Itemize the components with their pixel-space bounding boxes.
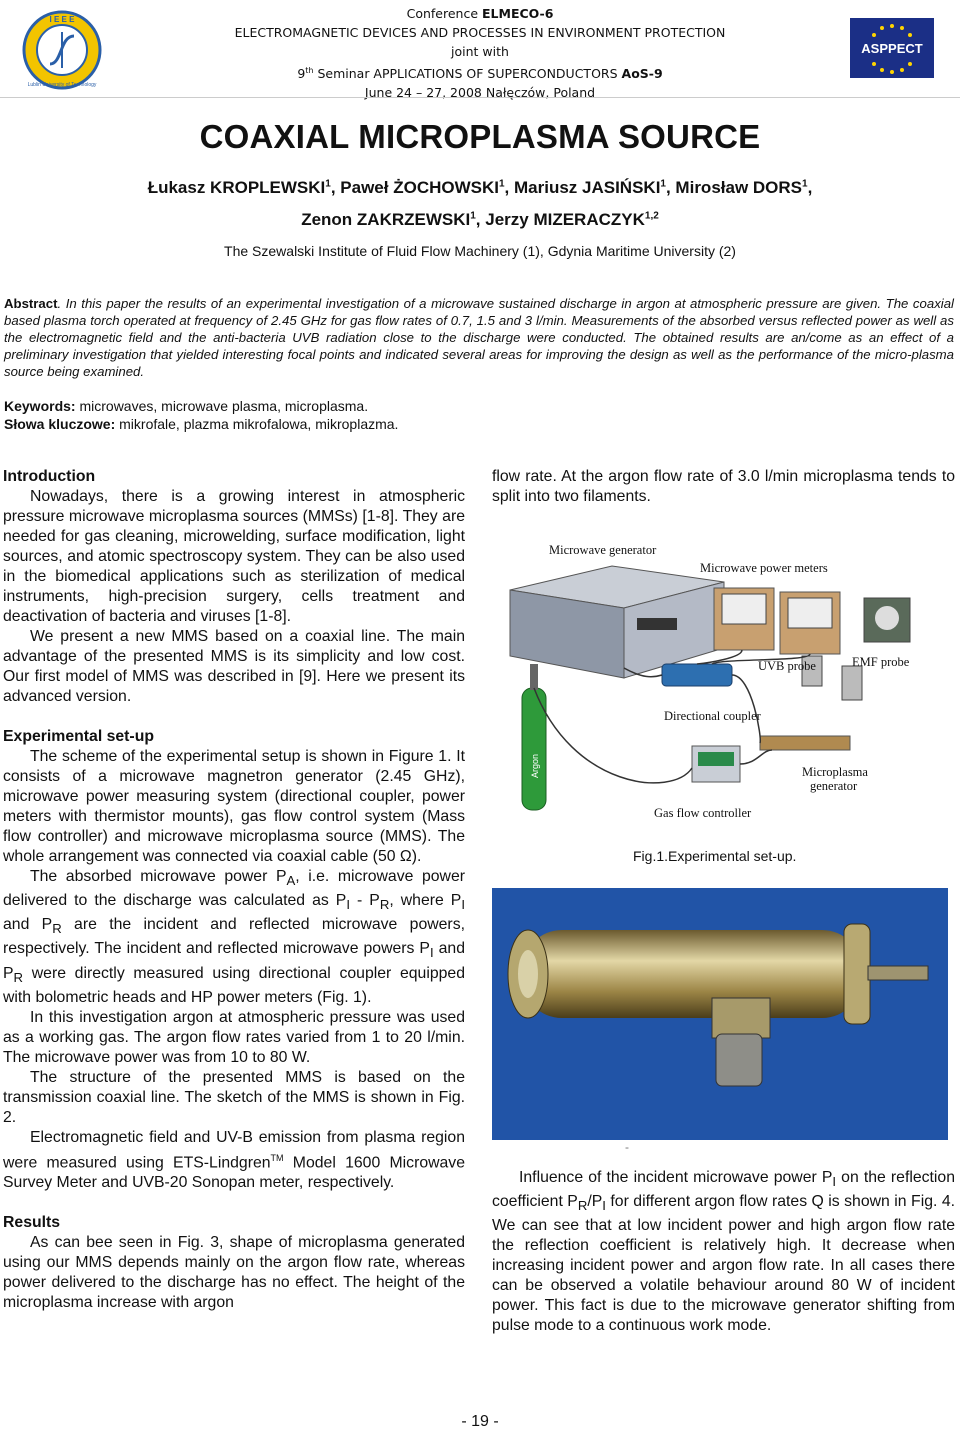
microplasma-source	[760, 736, 850, 750]
exp-p2-sub-i2: I	[461, 897, 465, 913]
generator-display	[637, 618, 677, 630]
experimental-paragraph-5	[3, 1128, 465, 1193]
exp-p2-g: and P	[3, 940, 465, 982]
exp-p2-sub-r1: R	[379, 897, 390, 913]
exp-p2-sub-r2: R	[52, 921, 62, 937]
header-divider	[0, 97, 960, 98]
experimental-paragraph-1: The scheme of the experimental setup is shown in Figure 1. It consists of a microwave magnetron generator (2.45 GHz), microwave power measuring system (directional coupler, power meters with thermistor mounts), gas flow control system (Mass flow controller) and microwave microplasma source (MMS). The whole arrangement was connected via coaxial cable (50 Ω).	[3, 748, 465, 865]
header-line4-b: Seminar APPLICATIONS OF SUPERCONDUCTORS	[313, 66, 622, 82]
ieee-logo-text: I E E E	[49, 15, 75, 24]
author-4-sup: 1	[802, 178, 808, 190]
connector-block	[712, 998, 770, 1038]
introduction-paragraph-2: We present a new MMS based on a coaxial line. The main advantage of the presented MMS is its simplicity and low cost. Our first model of MMS was described in [9]. Here we present its advanced version.	[3, 628, 465, 705]
experimental-paragraph-3: In this investigation argon at atmospheric pressure was used as a working gas. The argon flow rates varied from 1 to 20 l/min. The microwave power was from 10 to 80 W.	[3, 1008, 465, 1066]
argon-cylinder	[522, 664, 546, 810]
influence-sub3: I	[602, 1198, 606, 1214]
ieee-logo-ring-text: Lublin University of Technology	[27, 82, 97, 88]
ieee-logo	[22, 10, 102, 90]
figure-1-setup	[492, 538, 958, 833]
header-line5: June 24 – 27, 2008 Nałęczów, Poland	[364, 85, 596, 101]
exp-p2-f: are the incident and reflected microwave powers, respectively. The incident and reflected microwave powers P	[3, 916, 465, 958]
author-4: , Mirosław DORS	[665, 178, 803, 197]
label-uvb-probe: UVB probe	[758, 659, 816, 673]
label-directional-coupler: Directional coupler	[664, 709, 761, 723]
influence-paragraph	[492, 1168, 955, 1336]
label-microplasma: Microplasma	[802, 765, 868, 779]
exp-p2-sub-r3: R	[13, 969, 24, 985]
header-line4-sup: th	[305, 66, 314, 75]
influence-d: for different argon flow rates Q is shown in Fig. 4. We can see that at low incident power and high argon flow rate the reflection coefficient is relatively high. It decrease when increasing incident power and argon flow rate. In all cases there can be observed a volatile behaviour around 80 W of incident power. This fact is due to the microwave generator shifting from pulse mode to a continuous work mode.	[492, 1193, 956, 1335]
exp-p2-sub-a: A	[286, 873, 296, 889]
directional-coupler-box	[662, 664, 732, 686]
author-4-end: ,	[807, 178, 813, 197]
header-line4-a: 9	[297, 66, 306, 82]
influence-a: Influence of the incident microwave power P	[519, 1169, 833, 1186]
introduction-paragraph-1: Nowadays, there is a growing interest in atmospheric pressure microwave microplasma sources (MMSs) [1-8]. They are needed for gas cleaning, microwelding, surface modification, light sources, and atomic spectroscopy system. They can be also used in the biomedical applications such as sterilization of medical instruments, high-precision surgery, cells treatment and deactivation of bacteria and viruses [1-8].	[3, 488, 465, 625]
n-connector	[716, 1034, 762, 1086]
figure-1-caption: Fig.1.Experimental set-up.	[633, 848, 797, 864]
author-6-sup: 1,2	[644, 210, 659, 222]
abstract-label: Abstract	[4, 296, 58, 311]
keywords-pl-label: Słowa kluczowe:	[4, 416, 116, 432]
experimental-paragraph-4: The structure of the presented MMS is based on the transmission coaxial line. The sketch of the MMS is shown in Fig. 2.	[3, 1068, 465, 1126]
author-1: Łukasz KROPLEWSKI	[147, 178, 326, 197]
flange	[844, 924, 870, 1024]
conference-header	[200, 4, 760, 102]
page-number: - 19 -	[461, 1413, 499, 1430]
exp-p2-b: , i.e. microwave power delivered to the discharge was calculated as P	[3, 868, 465, 910]
exp-p5-a: Electromagnetic field and UV-B emission from plasma region were measured using ETS-Lindgren	[3, 1128, 465, 1172]
header-line3: joint with	[451, 44, 509, 59]
keywords-label: Keywords:	[4, 398, 76, 414]
header-line1: Conference	[406, 6, 482, 21]
header-line4-bold: AoS-9	[621, 66, 663, 82]
experimental-setup-heading: Experimental set-up	[3, 728, 154, 745]
authors-line1	[0, 178, 960, 198]
influence-c: /P	[587, 1193, 603, 1211]
left-column	[3, 467, 465, 1313]
inner-conductor	[868, 966, 928, 980]
abstract	[4, 295, 954, 380]
label-microwave-generator: Microwave generator	[549, 543, 657, 557]
power-meters	[714, 588, 910, 654]
keywords-pl	[4, 416, 398, 432]
introduction-heading: Introduction	[3, 468, 96, 485]
keywords-pl-text: mikrofale, plazma mikrofalowa, mikroplazma.	[115, 416, 399, 432]
right-column-bottom	[492, 1168, 955, 1336]
exp-p2-e: and P	[3, 916, 53, 934]
header-line2: ELECTROMAGNETIC DEVICES AND PROCESSES IN ENVIRONMENT PROTECTION	[234, 25, 726, 40]
header-conference-name: ELMECO-6	[482, 6, 554, 21]
influence-b: on the reflection coefficient P	[492, 1169, 955, 1211]
exp-p2-a: The absorbed microwave power P	[30, 868, 287, 885]
paper-title: COAXIAL MICROPLASMA SOURCE	[199, 118, 761, 155]
affiliation: The Szewalski Institute of Fluid Flow Machinery (1), Gdynia Maritime University (2)	[224, 243, 736, 259]
asppect-logo-text: ASPPECT	[861, 41, 923, 56]
emf-probe	[842, 666, 862, 700]
results-paragraph-1: As can bee seen in Fig. 3, shape of microplasma generated using our MMS depends mainly on the argon flow rate, whereas power delivered to the discharge has no effect. The height of the microplasma increase with argon	[3, 1234, 465, 1312]
abstract-text: . In this paper the results of an experimental investigation of a microwave sustained discharge in argon at atmospheric pressure are given. The coaxial based plasma torch operated at frequency of 2.45 GHz for gas flow rates of 0.7, 1.5 and 3 l/min. Measurements of the absorbed versus reflected power as well as the electromagnetic field and the anti-bacteria UVB radiation close to the discharge were conducted. The obtained results are an/come as an effect of a preliminary investigation that yielded interesting focal points and indicated several areas for improving the design as well as the performance of the micro-plasma source being examined.	[4, 296, 954, 379]
label-power-meters: Microwave power meters	[700, 561, 828, 575]
asppect-logo	[850, 18, 934, 78]
exp-p2-sub-i3: I	[429, 945, 434, 961]
influence-sub2: R	[577, 1198, 588, 1214]
results-heading: Results	[3, 1214, 61, 1232]
author-3: , Mariusz JASIŃSKI	[504, 178, 661, 197]
right-top-paragraph: flow rate. At the argon flow rate of 3.0 l/min microplasma tends to split into two filaments.	[492, 468, 955, 505]
author-3-sup: 1	[660, 178, 666, 190]
coaxial-tube	[522, 930, 862, 1018]
author-2-sup: 1	[498, 178, 505, 190]
exp-p5-sup: TM	[270, 1152, 284, 1163]
right-column-top	[492, 467, 955, 507]
label-argon: Argon	[530, 753, 540, 778]
exp-p2-c: - P	[349, 892, 380, 910]
figure-2-mark: -	[625, 1140, 629, 1154]
keywords-text: microwaves, microwave plasma, microplasma.	[75, 398, 369, 414]
figure-2-photo	[492, 888, 948, 1140]
keywords	[4, 398, 368, 414]
authors-line2	[0, 210, 960, 230]
label-gas-flow-controller: Gas flow controller	[654, 806, 752, 820]
exp-p2-h: were directly measured using directional coupler equipped with bolometric heads and HP power meters (Fig. 1).	[3, 964, 465, 1006]
label-microplasma-generator: generator	[810, 779, 858, 793]
exp-p5-b: Model 1600 Microwave Survey Meter and UVB-20 Sonopan meter, respectively.	[3, 1154, 465, 1192]
author-6: , Jerzy MIZERACZYK	[475, 210, 645, 229]
author-2: , Paweł ŻOCHOWSKI	[330, 178, 499, 197]
exp-p2-sub-i1: I	[346, 897, 350, 913]
author-5: Zenon ZAKRZEWSKI	[301, 210, 471, 229]
influence-sub1: I	[832, 1174, 837, 1190]
author-1-sup: 1	[325, 178, 331, 190]
experimental-paragraph-2	[3, 867, 465, 1008]
author-5-sup: 1	[470, 210, 476, 222]
label-emf-probe: EMF probe	[852, 655, 910, 669]
exp-p2-d: , where P	[389, 892, 462, 910]
